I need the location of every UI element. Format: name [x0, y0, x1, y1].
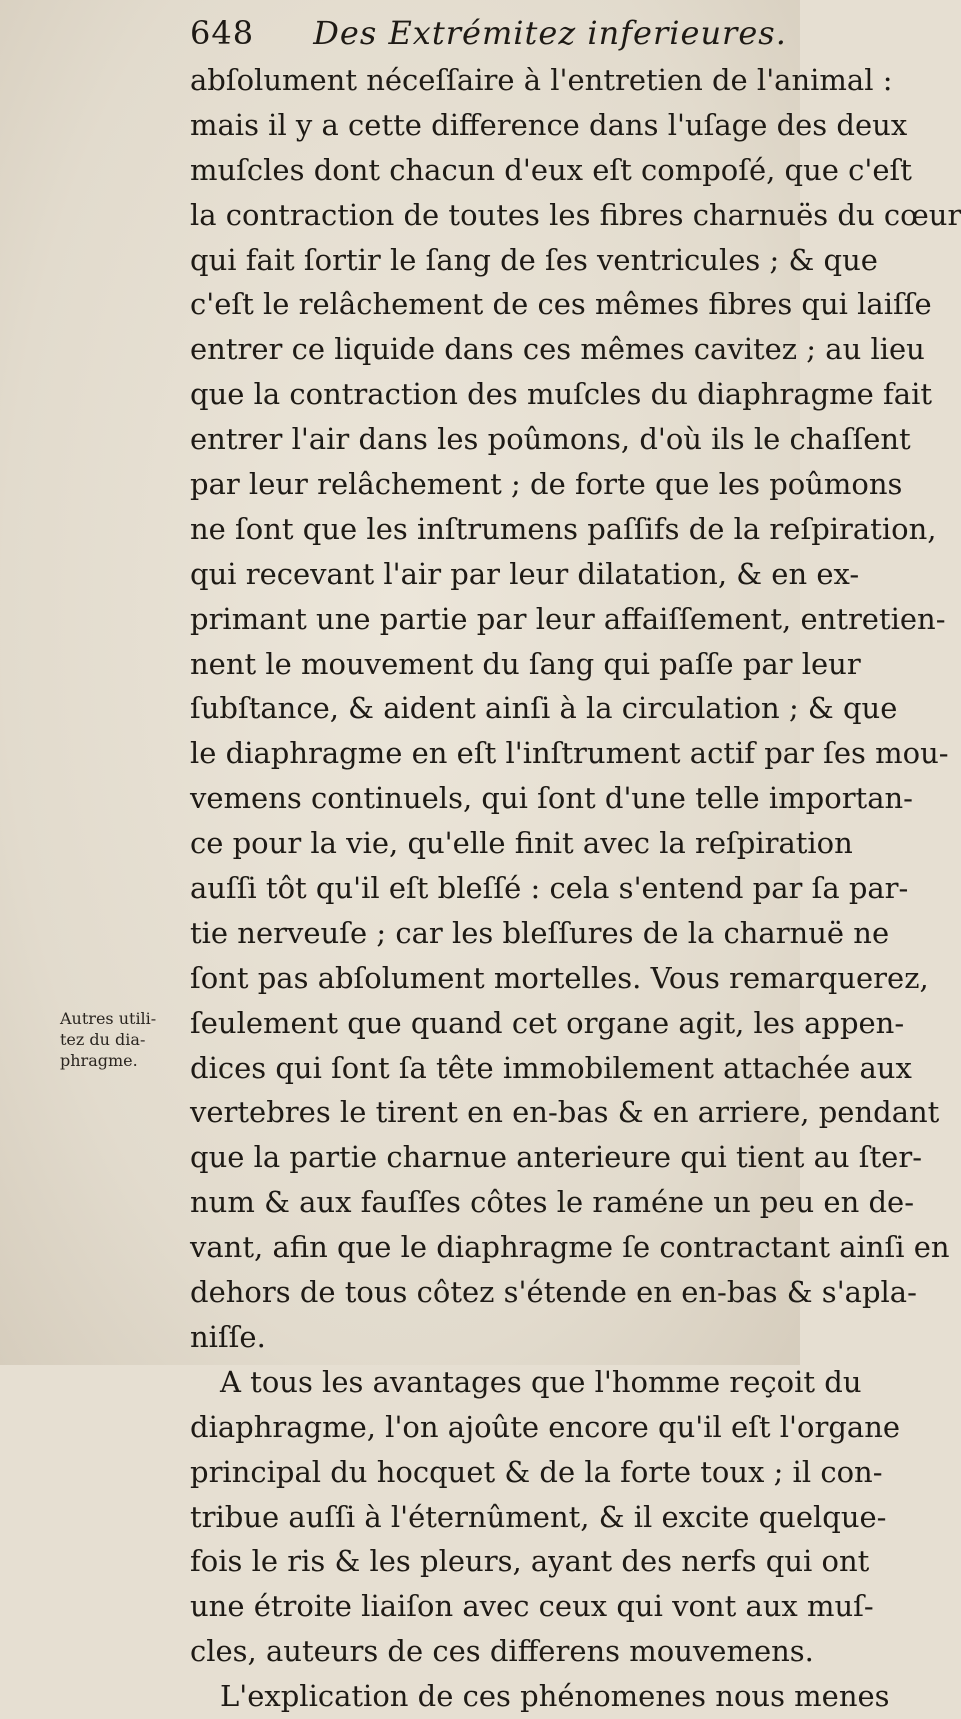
- text-line: que la contraction des muſcles du diaphragme fait: [190, 377, 933, 412]
- text-line: ſont pas abſolument mortelles. Vous remarquerez,: [190, 960, 929, 995]
- text-line: num & aux fauſſes côtes le raméne un peu en de-: [190, 1185, 914, 1220]
- text-line: muſcles dont chacun d'eux eſt compoſé, que c'eſt: [190, 152, 912, 187]
- margin-note: [60, 1008, 185, 1071]
- text-line: tribue auſſi à l'éternûment, & il excite quelque-: [190, 1499, 887, 1534]
- text-line: dices qui ſont ſa tête immobilement attachée aux: [190, 1050, 912, 1085]
- text-line: vertebres le tirent en en-bas & en arriere, pendant: [190, 1095, 940, 1130]
- text-line: fois le ris & les pleurs, ayant des nerfs qui ont: [190, 1544, 870, 1579]
- text-line: la contraction de toutes les fibres charnuës du cœur: [190, 197, 961, 232]
- text-line: entrer ce liquide dans ces mêmes cavitez ; au lieu: [190, 332, 925, 367]
- text-line: vemens continuels, qui ſont d'une telle importan-: [190, 781, 913, 816]
- text-line: qui fait ſortir le ſang de ſes ventricules ; & que: [190, 242, 878, 277]
- text-line: cles, auteurs de ces differens mouvemens.: [190, 1634, 814, 1669]
- page-header: [190, 14, 787, 52]
- text-line: que la partie charnue anterieure qui tient au ſter-: [190, 1140, 923, 1175]
- text-line: A tous les avantages que l'homme reçoit du: [220, 1364, 862, 1399]
- text-line: ſubſtance, & aident ainſi à la circulation ; & que: [190, 691, 898, 726]
- text-line: auſſi tôt qu'il eſt bleſſé : cela s'entend par ſa par-: [190, 871, 909, 906]
- text-line: mais il y a cette difference dans l'uſage des deux: [190, 107, 908, 142]
- text-line: ſeulement que quand cet organe agit, les appen-: [190, 1005, 905, 1040]
- margin-note-line: tez du dia-: [60, 1030, 146, 1049]
- text-line: ne ſont que les inſtrumens paſſifs de la reſpiration,: [190, 511, 937, 546]
- text-line: abſolument néceſſaire à l'entretien de l'animal :: [190, 63, 893, 97]
- running-title: Des Extrémitez inferieures.: [313, 14, 787, 52]
- page-number: 648: [190, 14, 255, 52]
- text-line: nent le mouvement du ſang qui paſſe par leur: [190, 646, 861, 681]
- margin-note-line: Autres utili-: [60, 1009, 157, 1028]
- body-text: [190, 58, 961, 1719]
- text-line: principal du hocquet & de la forte toux ; il con-: [190, 1454, 883, 1489]
- text-line: dehors de tous côtez s'étende en en-bas & s'apla-: [190, 1275, 917, 1310]
- text-line: c'eſt le relâchement de ces mêmes fibres qui laiſſe: [190, 287, 932, 322]
- text-line: primant une partie par leur affaiſſement, entretien-: [190, 601, 946, 636]
- text-line: diaphragme, l'on ajoûte encore qu'il eſt l'organe: [190, 1409, 901, 1444]
- text-line: par leur relâchement ; de forte que les poûmons: [190, 467, 903, 502]
- text-line: L'explication de ces phénomenes nous menes: [220, 1679, 890, 1714]
- text-line: une étroite liaiſon avec ceux qui vont aux muſ-: [190, 1589, 874, 1624]
- text-line: niſſe.: [190, 1319, 266, 1354]
- text-line: le diaphragme en eſt l'inſtrument actif par ſes mou-: [190, 736, 949, 771]
- text-line: vant, afin que le diaphragme ſe contractant ainſi en: [190, 1230, 950, 1265]
- text-line: qui recevant l'air par leur dilatation, & en ex-: [190, 556, 860, 591]
- text-line: entrer l'air dans les poûmons, d'où ils le chaſſent: [190, 422, 911, 457]
- text-line: tie nerveuſe ; car les bleſſures de la charnuë ne: [190, 915, 890, 950]
- text-line: ce pour la vie, qu'elle finit avec la reſpiration: [190, 826, 853, 861]
- margin-note-line: phragme.: [60, 1051, 138, 1070]
